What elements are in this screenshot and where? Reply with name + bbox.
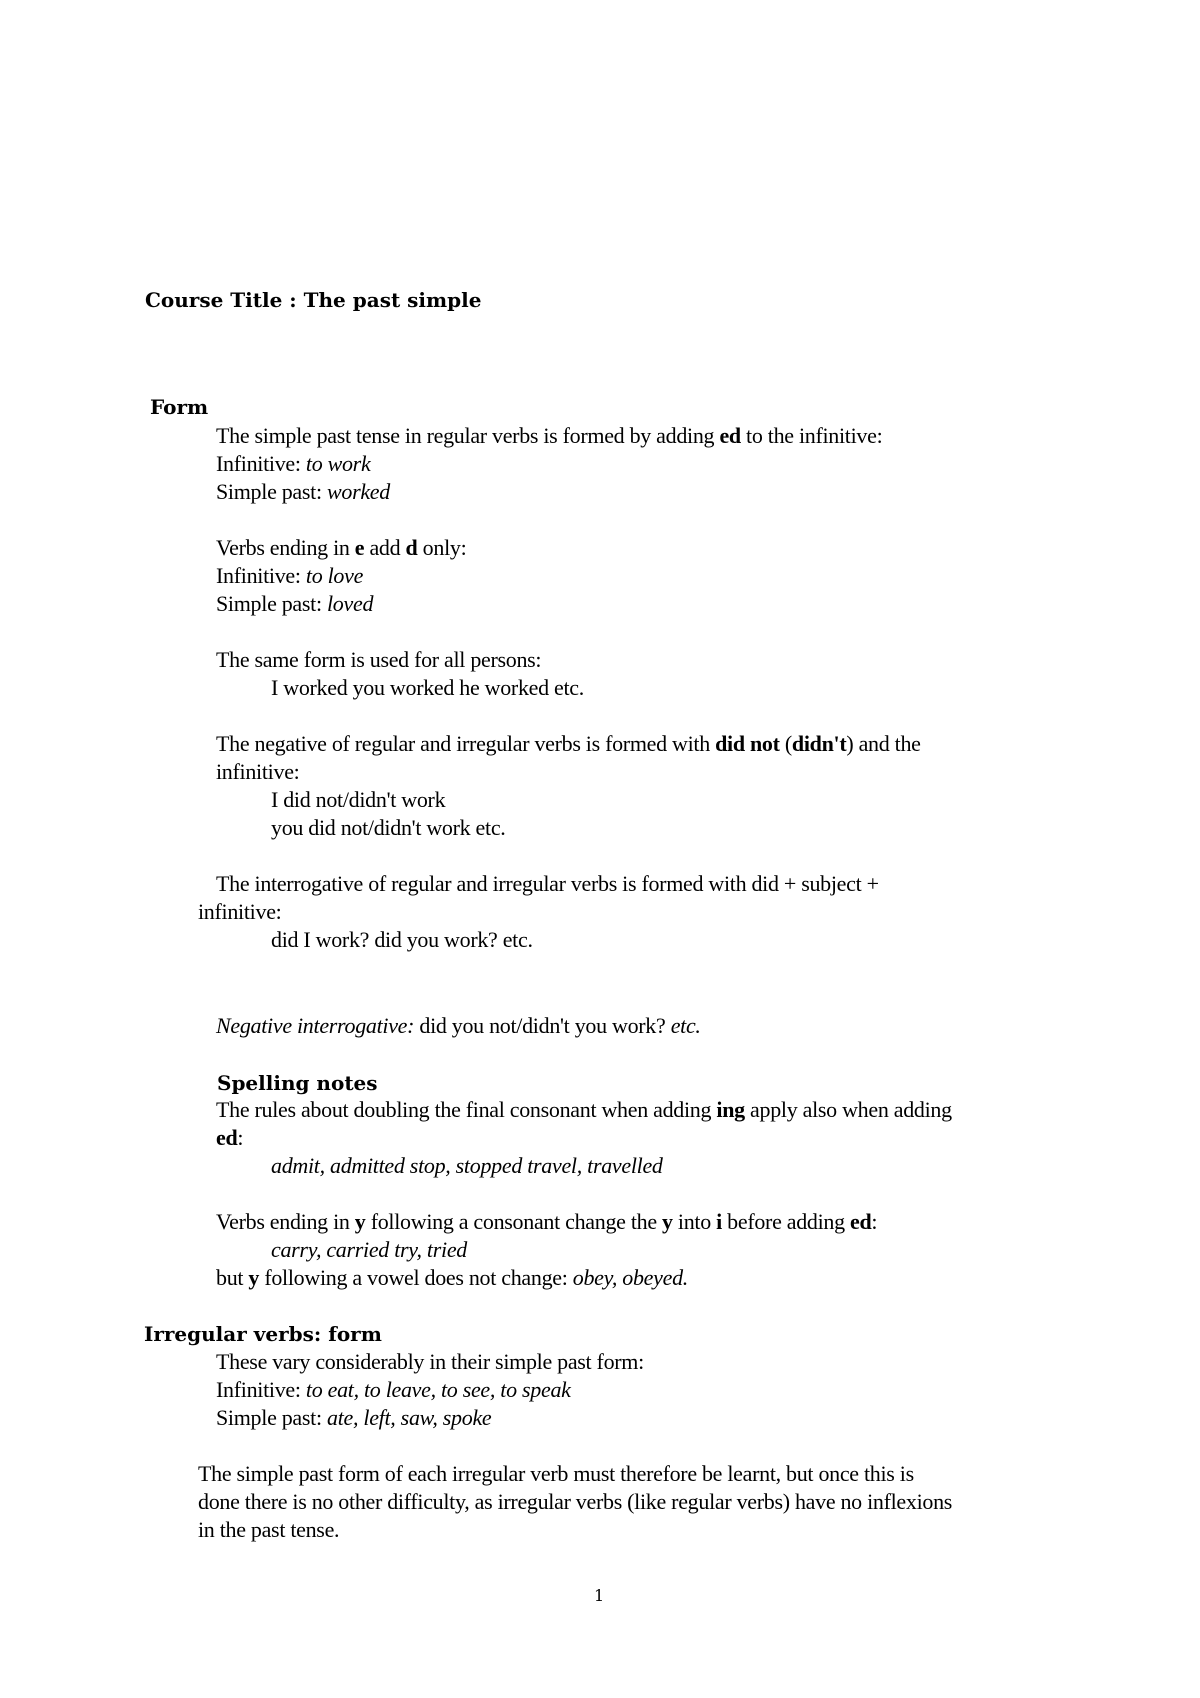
form-heading: Form [150, 395, 209, 419]
spelling-paragraph-1-line-2: ed: [216, 1125, 244, 1150]
course-title: Course Title : The past simple [145, 288, 482, 312]
spelling-paragraph-3: but y following a vowel does not change: obey, obeyed. [216, 1265, 688, 1290]
form-infinitive-1: Infinitive: to work [216, 451, 371, 476]
form-paragraph-5-line-1: The interrogative of regular and irregular verbs is formed with did + subject + [216, 871, 879, 896]
form-paragraph-5-line-2: infinitive: [198, 899, 282, 924]
irregular-infinitive: Infinitive: to eat, to leave, to see, to speak [216, 1377, 571, 1402]
form-simple-past-2: Simple past: loved [216, 591, 374, 616]
form-paragraph-3: The same form is used for all persons: [216, 647, 542, 672]
form-paragraph-2: Verbs ending in e add d only: [216, 535, 467, 560]
spelling-paragraph-1-line-1: The rules about doubling the final consonant when adding ing apply also when adding [216, 1097, 952, 1122]
irregular-paragraph-2-line-3: in the past tense. [198, 1517, 340, 1542]
form-paragraph-6: Negative interrogative: did you not/didn't you work? etc. [216, 1013, 701, 1038]
form-simple-past-1: Simple past: worked [216, 479, 390, 504]
irregular-paragraph-2-line-2: done there is no other difficulty, as irregular verbs (like regular verbs) have no inflexions [198, 1489, 953, 1514]
form-paragraph-1: The simple past tense in regular verbs is formed by adding ed to the infinitive: [216, 423, 883, 448]
irregular-heading: Irregular verbs: form [144, 1322, 382, 1346]
form-paragraph-4-example-2: you did not/didn't work etc. [271, 815, 506, 840]
spelling-paragraph-2: Verbs ending in y following a consonant change the y into i before adding ed: [216, 1209, 878, 1234]
page-number: 1 [594, 1586, 605, 1605]
form-paragraph-3-example: I worked you worked he worked etc. [271, 675, 584, 700]
form-paragraph-4-example-1: I did not/didn't work [271, 787, 446, 812]
irregular-paragraph-2-line-1: The simple past form of each irregular verb must therefore be learnt, but once this is [198, 1461, 914, 1486]
irregular-simple-past: Simple past: ate, left, saw, spoke [216, 1405, 492, 1430]
spelling-paragraph-1-example: admit, admitted stop, stopped travel, travelled [271, 1153, 663, 1178]
spelling-heading: Spelling notes [217, 1071, 378, 1095]
form-paragraph-5-example: did I work? did you work? etc. [271, 927, 533, 952]
form-paragraph-4-line-2: infinitive: [216, 759, 300, 784]
form-infinitive-2: Infinitive: to love [216, 563, 364, 588]
irregular-paragraph-1: These vary considerably in their simple past form: [216, 1349, 644, 1374]
spelling-paragraph-2-example: carry, carried try, tried [271, 1237, 467, 1262]
form-paragraph-4-line-1: The negative of regular and irregular verbs is formed with did not (didn't) and the [216, 731, 921, 756]
